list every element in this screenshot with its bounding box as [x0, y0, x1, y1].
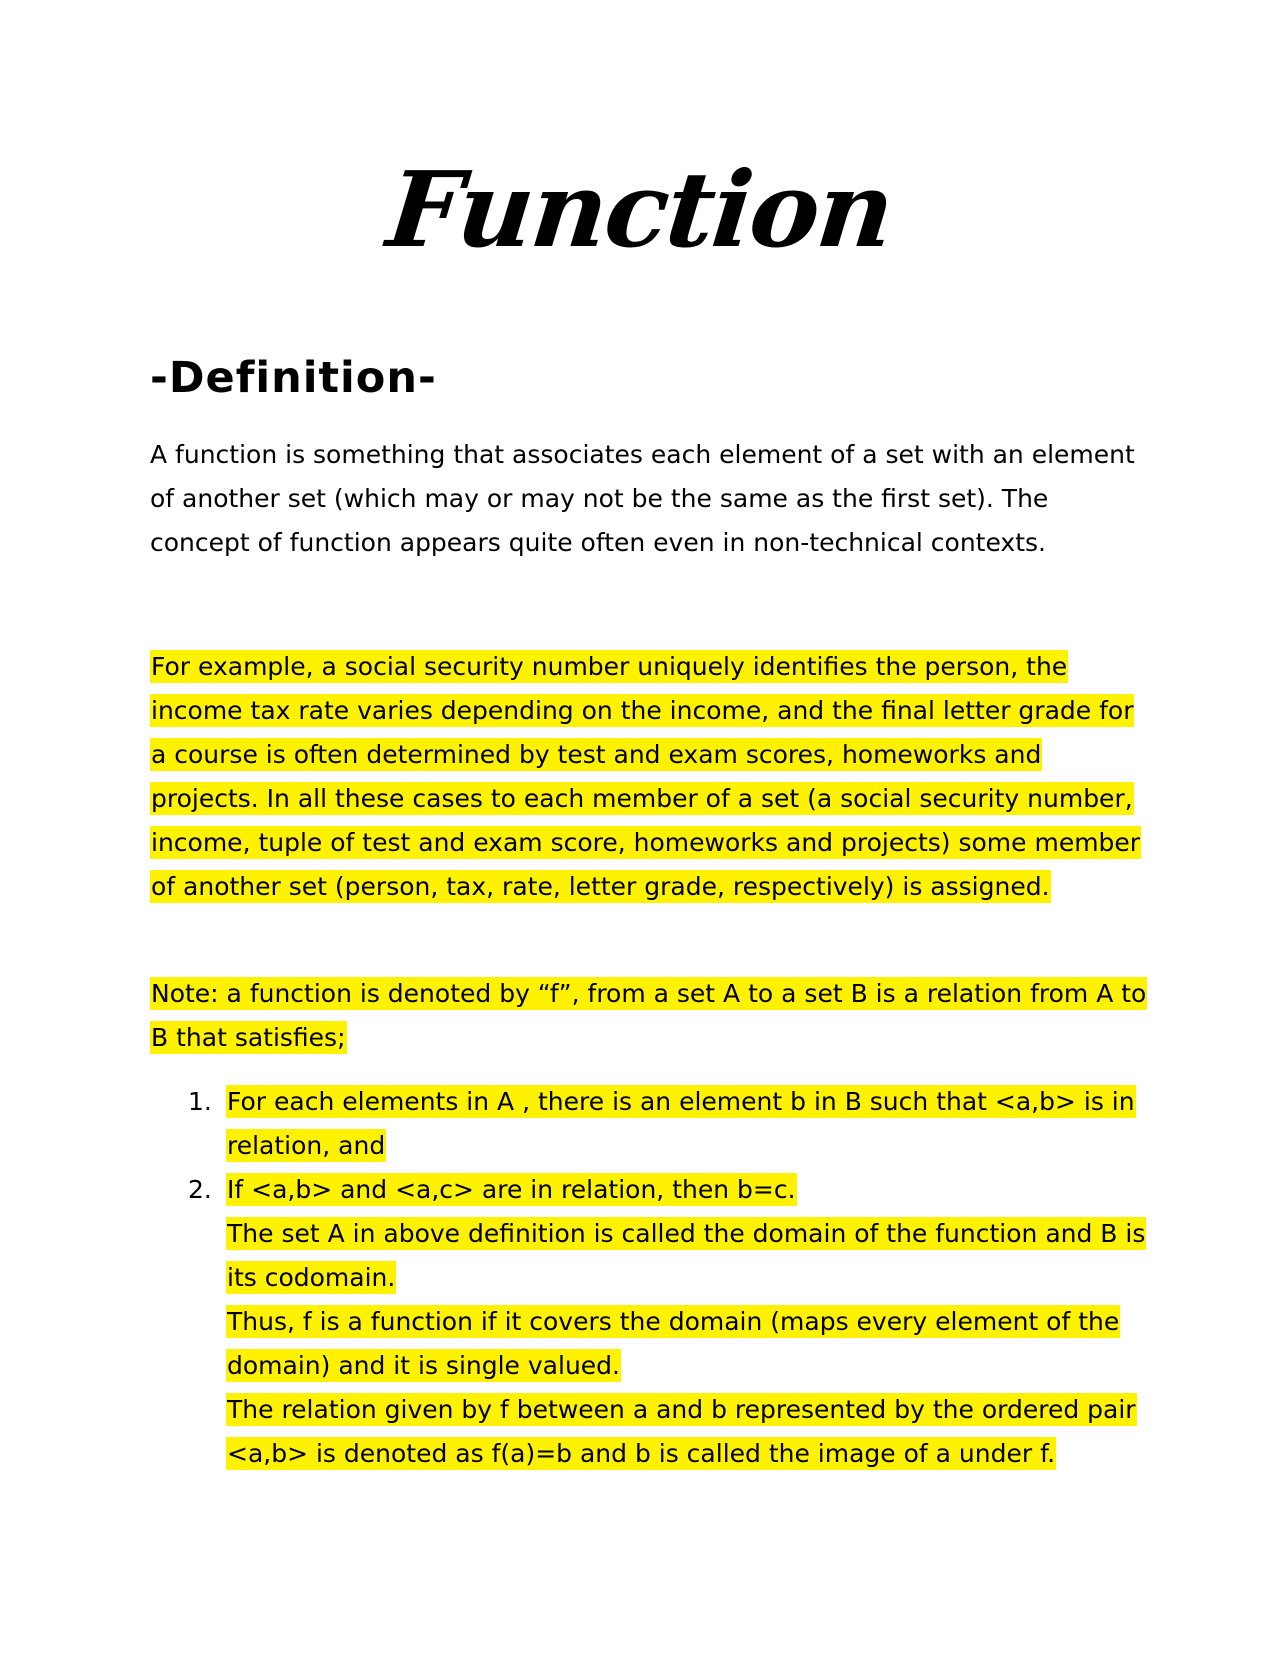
example-text: For example, a social security number uniquely identifies the person, the income tax rate varies depending on the income, and the final letter grade for a course is often determined by test and exam scores, homeworks and projects. In all these cases to each member of a set (a social security number, income, tuple of test and exam score, homeworks and projects) some member of another set (person, tax, rate, letter grade, respectively) is assigned. — [151, 652, 1141, 901]
conditions-list — [150, 1080, 1150, 1476]
continuation-text: The set A in above definition is called the domain of the function and B is its codomain. — [227, 1219, 1146, 1292]
note-text: Note: a function is denoted by “f”, from a set A to a set B is a relation from A to B that satisfies; — [151, 979, 1147, 1052]
list-item — [150, 1080, 1150, 1168]
page-title: Function — [382, 148, 899, 271]
intro-paragraph — [150, 433, 1150, 565]
list-item — [150, 1168, 1150, 1212]
section-heading: -Definition- — [150, 353, 437, 403]
example-paragraph — [150, 645, 1150, 909]
list-item-number: 2. — [188, 1175, 212, 1204]
list-item-text: For each elements in A , there is an element b in B such that <a,b> is in relation, and — [227, 1087, 1135, 1160]
continuation-text: The relation given by f between a and b represented by the ordered pair <a,b> is denoted as f(a)=b and b is called the image of a under f. — [227, 1395, 1136, 1468]
list-item-text: If <a,b> and <a,c> are in relation, then b=c. — [227, 1175, 796, 1204]
continuation-text: Thus, f is a function if it covers the domain (maps every element of the domain) and it is single valued. — [227, 1307, 1120, 1380]
continuation-paragraph — [150, 1212, 1150, 1300]
continuation-paragraph — [150, 1300, 1150, 1388]
note-paragraph — [150, 972, 1150, 1060]
intro-text: A function is something that associates each element of a set with an element of another set (which may or may not be the same as the first set). The concept of function appears quite often even in non-technical contexts. — [150, 440, 1135, 557]
list-item-number: 1. — [188, 1087, 212, 1116]
continuation-paragraph — [150, 1388, 1150, 1476]
